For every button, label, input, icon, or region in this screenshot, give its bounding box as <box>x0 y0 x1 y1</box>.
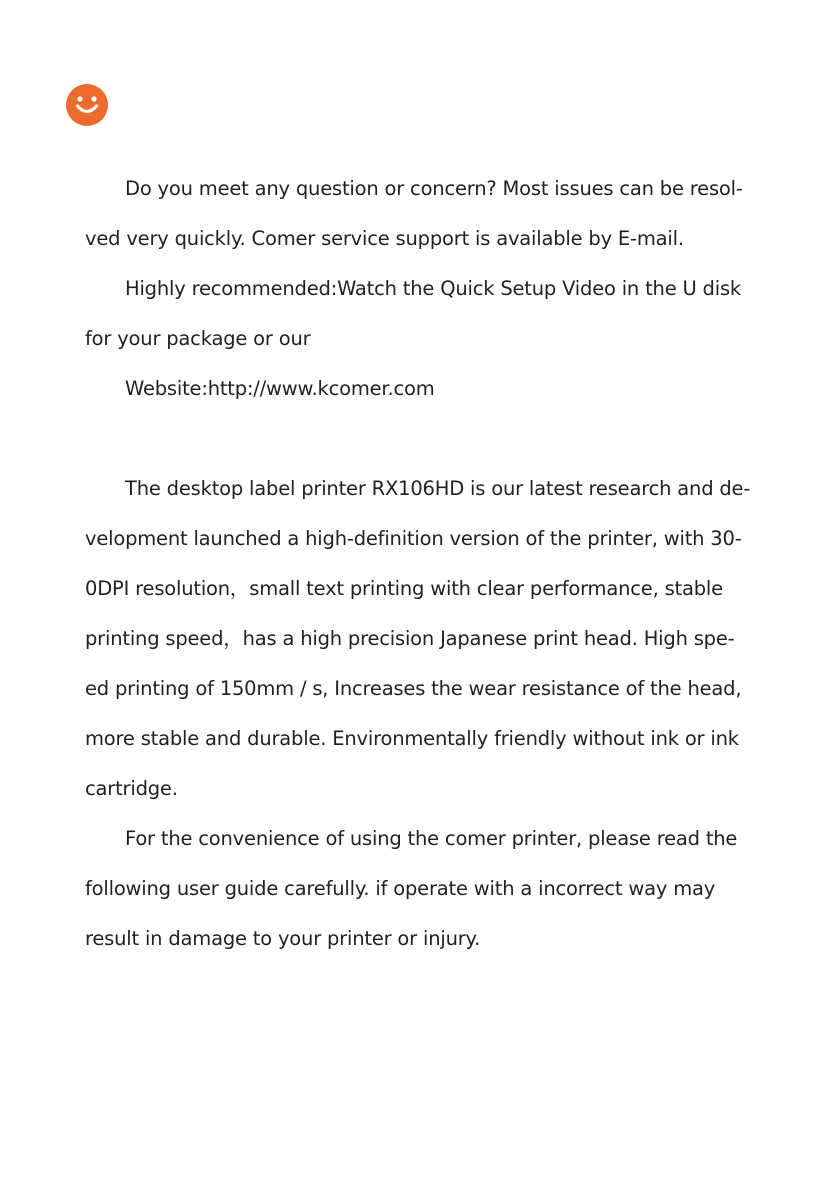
text-line: The desktop label printer RX106HD is our latest research and de- <box>125 477 751 500</box>
text-line: result in damage to your printer or injury. <box>85 927 481 950</box>
website-line: Website:http://www.kcomer.com <box>125 377 435 400</box>
text-line: For the convenience of using the comer printer, please read the <box>125 827 738 850</box>
smiley-face-icon <box>66 84 108 126</box>
text-line: velopment launched a high-definition version of the printer, with 30- <box>85 527 742 550</box>
text-line: ved very quickly. Comer service support is available by E-mail. <box>85 227 684 250</box>
text-line: cartridge. <box>85 777 178 800</box>
user-guide-paragraph <box>85 814 756 964</box>
document-body <box>85 164 756 964</box>
text-line: ed printing of 150mm / s, Increases the wear resistance of the head, <box>85 677 742 700</box>
text-line: more stable and durable. Environmentally friendly without ink or ink <box>85 727 739 750</box>
text-line: printing speed，has a high precision Japanese print head. High spe- <box>85 627 735 650</box>
paragraph-spacer <box>85 414 756 464</box>
text-line: following user guide carefully. if operate with a incorrect way may <box>85 877 716 900</box>
product-description-paragraph <box>85 464 756 814</box>
website-paragraph <box>85 364 756 414</box>
text-line: 0DPI resolution，small text printing with clear performance, stable <box>85 577 723 600</box>
support-paragraph <box>85 164 756 264</box>
recommendation-paragraph <box>85 264 756 364</box>
text-line: Do you meet any question or concern? Most issues can be resol- <box>125 177 743 200</box>
text-line: for your package or our <box>85 327 311 350</box>
text-line: Highly recommended:Watch the Quick Setup Video in the U disk <box>125 277 742 300</box>
